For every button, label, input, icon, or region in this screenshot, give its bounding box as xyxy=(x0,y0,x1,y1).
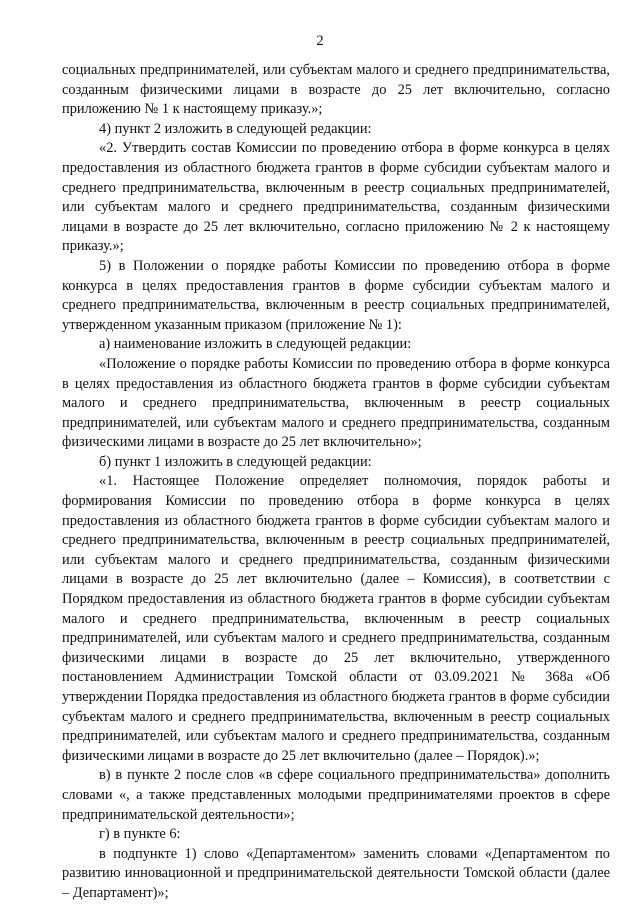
document-body xyxy=(62,61,610,904)
paragraph-item-4: 4) пункт 2 изложить в следующей редакции: xyxy=(99,120,372,137)
paragraph-sub-g-text: в подпункте 1) слово «Департаментом» заменить словами «Департаментом по развитию инновационной и предпринимательской деятельности Томской области (далее – Департамент)»; xyxy=(62,845,610,901)
paragraph-sub-a: а) наименование изложить в следующей редакции: xyxy=(99,336,412,353)
paragraph-sub-b-text: «1. Настоящее Положение определяет полномочия, порядок работы и формирования Комиссии по проведению отбора в форме конкурса в целях предоставления из областного бюджета грантов в форме субсидии субъектам малого и среднего предпринимательства, включенным в реестр социальных предпринимателей, или субъектам малого и среднего предпринимательства, созданным физическими лицами в возрасте до 25 лет включительно (далее – Комиссия), в соответствии с Порядком предоставления из областного бюджета грантов в форме субсидии субъектам малого и среднего предпринимательства, включенным в реестр социальных предпринимателей, или субъектам малого и среднего предпринимательства, созданным физическими лицами в возрасте до 25 лет включительно, утвержденного постановлением Администрации Томской области от 03.09.2021 № 368а «Об утверждении Порядка предоставления из областного бюджета грантов в форме субсидии субъектам малого и среднего предпринимательства, включенным в реестр социальных предпринимателей, или субъектам малого и среднего предпринимательства, созданным физическими лицами в возрасте до 25 лет включительно (далее – Порядок).»; xyxy=(62,473,610,764)
paragraph-sub-v: в) в пункте 2 после слов «в сфере социального предпринимательства» дополнить словами «, а также представленных молодыми предпринимателями проектов в сфере предпринимательской деятельности»; xyxy=(62,767,610,823)
paragraph-item-5: 5) в Положении о порядке работы Комиссии по проведению отбора в форме конкурса в целях предоставления грантов в форме субсидии субъектам малого и среднего предпринимательства, включенным в реестр социальных предпринимателей, утвержденном указанным приказом (приложение № 1): xyxy=(62,257,610,333)
paragraph-continuation: социальных предпринимателей, или субъектам малого и среднего предпринимательства, созданным физическими лицами в возрасте до 25 лет включительно, согласно приложению № 1 к настоящему приказу.»; xyxy=(62,62,610,118)
page-number: 2 xyxy=(316,33,324,49)
paragraph-sub-a-text: «Положение о порядке работы Комиссии по проведению отбора в форме конкурса в целях предоставления из областного бюджета грантов в форме субсидии субъектам малого и среднего предпринимательства, включенным в реестр социальных предпринимателей, или субъектам малого и среднего предпринимательства, созданным физическими лицами в возрасте до 25 лет включительно»; xyxy=(62,355,610,451)
paragraph-sub-g: г) в пункте 6: xyxy=(99,826,181,843)
paragraph-sub-b: б) пункт 1 изложить в следующей редакции: xyxy=(99,453,372,470)
paragraph-item-4-text: «2. Утвердить состав Комиссии по проведению отбора в форме конкурса в целях предоставления из областного бюджета грантов в форме субсидии субъектам малого и среднего предпринимательства, включенным в реестр социальных предпринимателей, или субъектам малого и среднего предпринимательства, созданным физическими лицами в возрасте до 25 лет включительно, согласно приложению № 2 к настоящему приказу.»; xyxy=(62,140,610,255)
